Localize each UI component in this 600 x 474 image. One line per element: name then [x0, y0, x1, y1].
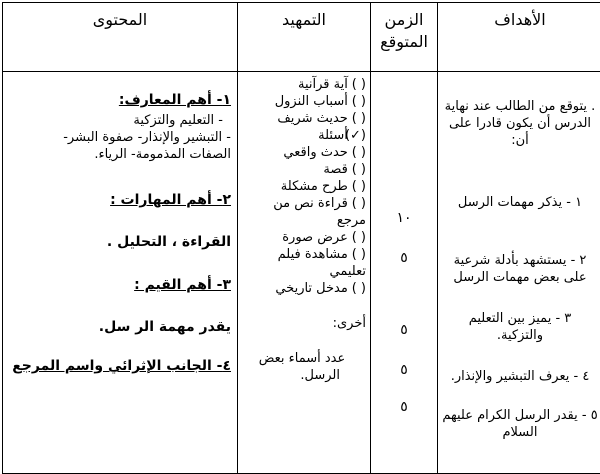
intro-item-event: ( ) حدث واقعي [238, 144, 370, 161]
goal-3: ٣ - يميز بين التعليم والتزكية. [438, 310, 600, 344]
enrichment-title: ٤- الجانب الإثرائي واسم المرجع [3, 358, 237, 375]
knowledge-line-3: الصفات المذمومة- الرياء. [3, 146, 237, 163]
goals-header-label: الأهداف [494, 10, 545, 29]
intro-header-label: التمهيد [282, 10, 326, 29]
time-header-line1: الزمن [371, 9, 437, 31]
body-row [3, 72, 600, 474]
intro-item-reading-cont: مرجع [238, 212, 370, 229]
intro-checkbox: ( ) [352, 76, 366, 93]
goal-1: ١ - يذكر مهمات الرسل [438, 194, 600, 211]
goal-2: ٢ - يستشهد بأدلة شرعية على بعض مهمات الرسل [438, 252, 600, 286]
lesson-plan-table [2, 2, 600, 474]
content-header-label: المحتوى [93, 10, 148, 29]
intro-header [238, 3, 371, 72]
intro-checkbox: ( ) [352, 195, 366, 212]
intro-other-line1: عدد أسماء بعض [238, 350, 370, 367]
knowledge-line-2: - التبشير والإنذار- صفوة البشر- [3, 129, 237, 146]
intro-item-asbab: ( ) أسباب النزول [238, 93, 370, 110]
intro-checkbox: ( ) [352, 93, 366, 110]
goals-intro: . يتوقع من الطالب عند نهاية الدرس أن يكون قادرا على أن: [438, 98, 600, 149]
intro-checkbox: ( ) [352, 246, 366, 263]
intro-checkbox: ( ) [352, 178, 366, 195]
intro-checkbox: ( ) [352, 110, 366, 127]
goal-4: ٤ - يعرف التبشير والإنذار. [438, 368, 600, 385]
intro-other-line2: الرسل. [238, 367, 370, 384]
header-row [3, 3, 600, 72]
time-header [371, 3, 438, 72]
intro-item-quran: ( ) آية قرآنية [238, 76, 370, 93]
time-cell [371, 72, 438, 474]
time-3: ٥ [371, 322, 437, 339]
goal-5: ٥ - يقدر الرسل الكرام عليهم السلام [438, 407, 600, 441]
time-header-line2: المتوقع [371, 31, 437, 53]
goals-cell [438, 72, 600, 474]
content-cell [3, 72, 238, 474]
time-5: ٥ [371, 399, 437, 416]
intro-item-film-cont: تعليمي [238, 263, 370, 280]
intro-item-image: ( ) عرض صورة [238, 229, 370, 246]
intro-checkbox: ( ) [352, 229, 366, 246]
knowledge-line-1: - التعليم والتزكية [3, 112, 237, 129]
intro-checkbox: ( ) [352, 161, 366, 178]
intro-item-film: ( ) مشاهدة فيلم [238, 246, 370, 263]
intro-checkbox: ( ) [352, 144, 366, 161]
content-header [3, 3, 238, 72]
intro-item-story: ( ) قصة [238, 161, 370, 178]
values-text: يقدر مهمة الر سل. [3, 319, 237, 336]
intro-item-problem: ( ) طرح مشكلة [238, 178, 370, 195]
intro-item-questions: (✓) أسئلة [238, 127, 370, 144]
time-4: ٥ [371, 362, 437, 379]
time-2: ٥ [371, 250, 437, 267]
time-1: ١٠ [371, 210, 437, 227]
intro-item-reading: ( ) قراءة نص من [238, 195, 370, 212]
values-title: ٣- أهم القيم : [3, 277, 237, 294]
knowledge-title: ١- أهم المعارف: [3, 92, 237, 109]
intro-other-label: أخرى: [238, 315, 370, 332]
intro-cell [238, 72, 371, 474]
intro-checkbox-checked: (✓) [352, 127, 366, 144]
intro-checkbox: ( ) [352, 280, 366, 297]
intro-item-history: ( ) مدخل تاريخي [238, 280, 370, 297]
skills-title: ٢- أهم المهارات : [3, 192, 237, 209]
intro-item-hadith: ( ) حديث شريف [238, 110, 370, 127]
goals-header [438, 3, 600, 72]
skills-text: القراءة ، التحليل . [3, 234, 237, 251]
